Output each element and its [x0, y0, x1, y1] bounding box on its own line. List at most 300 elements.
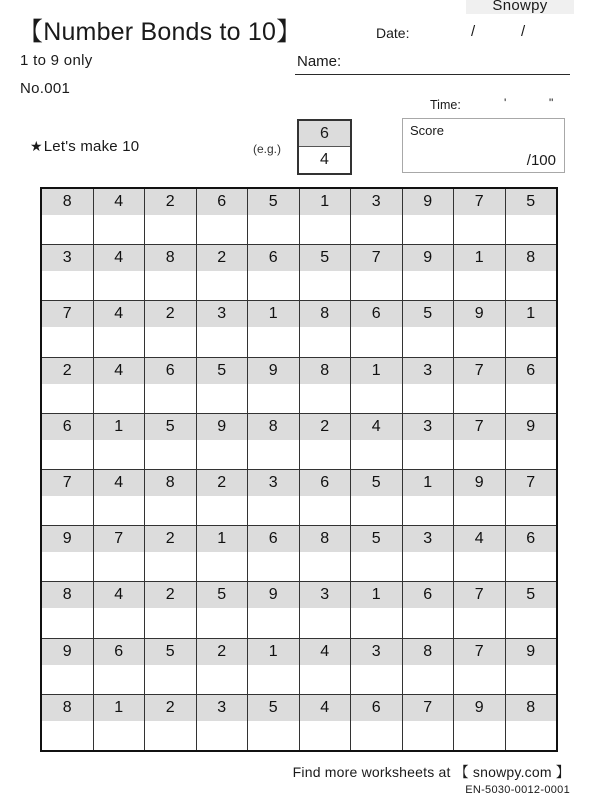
subtitle-range: 1 to 9 only — [20, 52, 93, 69]
answer-blank[interactable] — [300, 496, 351, 525]
grid-cell — [403, 582, 455, 637]
answer-blank[interactable] — [94, 608, 145, 637]
answer-blank[interactable] — [351, 496, 402, 525]
given-number: 6 — [94, 639, 145, 665]
answer-blank[interactable] — [145, 215, 196, 244]
grid-cell — [351, 414, 403, 469]
given-number: 8 — [506, 245, 557, 271]
grid-row — [42, 414, 556, 470]
grid-cell — [351, 245, 403, 300]
answer-blank[interactable] — [506, 384, 557, 413]
grid-cell — [351, 526, 403, 581]
grid-cell — [403, 695, 455, 750]
answer-blank[interactable] — [300, 665, 351, 694]
given-number: 7 — [454, 358, 505, 384]
given-number: 9 — [403, 189, 454, 215]
example-label: (e.g.) — [253, 142, 282, 156]
answer-blank[interactable] — [351, 327, 402, 356]
given-number: 2 — [300, 414, 351, 440]
given-number: 7 — [403, 695, 454, 721]
grid-row — [42, 582, 556, 638]
grid-cell — [454, 582, 506, 637]
given-number: 9 — [506, 414, 557, 440]
given-number: 8 — [42, 582, 93, 608]
answer-blank[interactable] — [42, 440, 93, 469]
answer-blank[interactable] — [506, 440, 557, 469]
grid-cell — [197, 414, 249, 469]
answer-blank[interactable] — [197, 552, 248, 581]
grid-cell — [197, 358, 249, 413]
given-number: 5 — [506, 189, 557, 215]
given-number: 1 — [506, 301, 557, 327]
grid-cell — [351, 358, 403, 413]
given-number: 1 — [351, 582, 402, 608]
grid-cell — [300, 189, 352, 244]
score-label: Score — [410, 123, 444, 138]
given-number: 3 — [403, 358, 454, 384]
grid-cell — [42, 695, 94, 750]
grid-row — [42, 358, 556, 414]
answer-blank[interactable] — [248, 384, 299, 413]
grid-cell — [42, 470, 94, 525]
time-seconds-mark: " — [549, 96, 554, 110]
given-number: 2 — [145, 301, 196, 327]
grid-cell — [145, 414, 197, 469]
given-number: 6 — [248, 526, 299, 552]
given-number: 4 — [94, 358, 145, 384]
given-number: 8 — [42, 189, 93, 215]
given-number: 7 — [351, 245, 402, 271]
answer-blank[interactable] — [300, 440, 351, 469]
grid-cell — [506, 245, 557, 300]
given-number: 5 — [248, 189, 299, 215]
answer-blank[interactable] — [351, 384, 402, 413]
given-number: 4 — [94, 470, 145, 496]
name-write-line[interactable] — [295, 74, 570, 75]
grid-cell — [94, 526, 146, 581]
given-number: 7 — [42, 470, 93, 496]
given-number: 1 — [248, 301, 299, 327]
number-bonds-grid — [40, 187, 558, 752]
grid-cell — [197, 695, 249, 750]
grid-cell — [351, 470, 403, 525]
given-number: 6 — [300, 470, 351, 496]
answer-blank[interactable] — [506, 552, 557, 581]
answer-blank[interactable] — [403, 215, 454, 244]
answer-blank[interactable] — [403, 384, 454, 413]
given-number: 3 — [403, 414, 454, 440]
answer-blank[interactable] — [42, 552, 93, 581]
grid-cell — [197, 582, 249, 637]
answer-blank[interactable] — [42, 271, 93, 300]
answer-blank[interactable] — [145, 327, 196, 356]
answer-blank[interactable] — [403, 665, 454, 694]
answer-blank[interactable] — [454, 327, 505, 356]
grid-cell — [351, 639, 403, 694]
answer-blank[interactable] — [42, 665, 93, 694]
given-number: 6 — [248, 245, 299, 271]
grid-cell — [403, 639, 455, 694]
grid-cell — [145, 245, 197, 300]
given-number: 1 — [248, 639, 299, 665]
grid-cell — [42, 414, 94, 469]
brand-tab — [466, 0, 574, 14]
answer-blank[interactable] — [42, 721, 93, 750]
answer-blank[interactable] — [351, 721, 402, 750]
grid-cell — [454, 245, 506, 300]
answer-blank[interactable] — [454, 440, 505, 469]
given-number: 9 — [248, 582, 299, 608]
answer-blank[interactable] — [197, 721, 248, 750]
answer-blank[interactable] — [94, 721, 145, 750]
answer-blank[interactable] — [300, 721, 351, 750]
grid-cell — [300, 470, 352, 525]
grid-cell — [248, 695, 300, 750]
grid-cell — [248, 526, 300, 581]
given-number: 8 — [300, 358, 351, 384]
given-number: 1 — [454, 245, 505, 271]
page-title: 【Number Bonds to 10】 — [18, 18, 302, 46]
given-number: 5 — [145, 414, 196, 440]
time-minutes-mark: ' — [504, 96, 507, 110]
grid-cell — [300, 526, 352, 581]
given-number: 3 — [42, 245, 93, 271]
given-number: 9 — [42, 639, 93, 665]
grid-cell — [454, 301, 506, 356]
given-number: 2 — [145, 582, 196, 608]
answer-blank[interactable] — [506, 608, 557, 637]
answer-blank[interactable] — [351, 271, 402, 300]
given-number: 5 — [351, 526, 402, 552]
answer-blank[interactable] — [403, 327, 454, 356]
answer-blank[interactable] — [454, 496, 505, 525]
time-label: Time: — [430, 98, 461, 112]
answer-blank[interactable] — [145, 608, 196, 637]
given-number: 1 — [351, 358, 402, 384]
answer-blank[interactable] — [506, 215, 557, 244]
answer-blank[interactable] — [248, 665, 299, 694]
answer-blank[interactable] — [197, 327, 248, 356]
given-number: 1 — [197, 526, 248, 552]
answer-blank[interactable] — [94, 384, 145, 413]
grid-cell — [145, 189, 197, 244]
example-bond-box — [297, 119, 352, 175]
answer-blank[interactable] — [197, 496, 248, 525]
answer-blank[interactable] — [197, 440, 248, 469]
grid-cell — [94, 470, 146, 525]
example-answer-number: 4 — [299, 147, 350, 173]
answer-blank[interactable] — [454, 215, 505, 244]
answer-blank[interactable] — [248, 496, 299, 525]
given-number: 7 — [42, 301, 93, 327]
answer-blank[interactable] — [506, 665, 557, 694]
grid-cell — [94, 301, 146, 356]
grid-cell — [42, 358, 94, 413]
answer-blank[interactable] — [94, 440, 145, 469]
answer-blank[interactable] — [403, 271, 454, 300]
given-number: 4 — [94, 245, 145, 271]
answer-blank[interactable] — [42, 215, 93, 244]
grid-cell — [94, 189, 146, 244]
given-number: 2 — [197, 470, 248, 496]
grid-cell — [300, 695, 352, 750]
star-icon: ★ — [30, 138, 43, 154]
grid-cell — [145, 526, 197, 581]
given-number: 9 — [197, 414, 248, 440]
answer-blank[interactable] — [454, 665, 505, 694]
answer-blank[interactable] — [42, 496, 93, 525]
given-number: 6 — [351, 695, 402, 721]
grid-cell — [94, 414, 146, 469]
grid-cell — [351, 695, 403, 750]
grid-cell — [454, 639, 506, 694]
grid-cell — [145, 639, 197, 694]
given-number: 2 — [145, 526, 196, 552]
brand-name: Snowpy — [492, 0, 548, 14]
answer-blank[interactable] — [94, 215, 145, 244]
grid-cell — [506, 358, 557, 413]
answer-blank[interactable] — [248, 327, 299, 356]
grid-cell — [454, 695, 506, 750]
given-number: 7 — [94, 526, 145, 552]
answer-blank[interactable] — [300, 271, 351, 300]
score-box[interactable] — [402, 118, 565, 173]
given-number: 1 — [94, 695, 145, 721]
grid-cell — [403, 358, 455, 413]
given-number: 9 — [454, 301, 505, 327]
answer-blank[interactable] — [403, 440, 454, 469]
grid-row — [42, 695, 556, 750]
answer-blank[interactable] — [403, 608, 454, 637]
answer-blank[interactable] — [145, 665, 196, 694]
answer-blank[interactable] — [454, 384, 505, 413]
answer-blank[interactable] — [351, 215, 402, 244]
given-number: 9 — [454, 470, 505, 496]
given-number: 6 — [506, 526, 557, 552]
footer-code: EN-5030-0012-0001 — [465, 784, 570, 796]
grid-cell — [42, 245, 94, 300]
subtitle-sheet-number: No.001 — [20, 80, 71, 97]
given-number: 1 — [94, 414, 145, 440]
answer-blank[interactable] — [42, 327, 93, 356]
grid-cell — [145, 301, 197, 356]
grid-cell — [506, 526, 557, 581]
given-number: 6 — [351, 301, 402, 327]
grid-cell — [248, 414, 300, 469]
answer-blank[interactable] — [300, 215, 351, 244]
answer-blank[interactable] — [145, 440, 196, 469]
grid-cell — [506, 582, 557, 637]
given-number: 6 — [145, 358, 196, 384]
example-given-number: 6 — [299, 121, 350, 147]
answer-blank[interactable] — [145, 552, 196, 581]
answer-blank[interactable] — [94, 552, 145, 581]
answer-blank[interactable] — [94, 496, 145, 525]
answer-blank[interactable] — [506, 327, 557, 356]
given-number: 2 — [145, 189, 196, 215]
grid-cell — [197, 526, 249, 581]
answer-blank[interactable] — [403, 496, 454, 525]
given-number: 3 — [351, 189, 402, 215]
grid-cell — [454, 526, 506, 581]
grid-cell — [248, 358, 300, 413]
grid-row — [42, 526, 556, 582]
answer-blank[interactable] — [454, 721, 505, 750]
given-number: 4 — [94, 189, 145, 215]
grid-cell — [248, 582, 300, 637]
given-number: 3 — [403, 526, 454, 552]
date-separator-1: / — [471, 23, 476, 40]
given-number: 5 — [145, 639, 196, 665]
given-number: 9 — [42, 526, 93, 552]
answer-blank[interactable] — [248, 721, 299, 750]
grid-cell — [403, 470, 455, 525]
answer-blank[interactable] — [351, 665, 402, 694]
grid-cell — [197, 245, 249, 300]
answer-blank[interactable] — [454, 552, 505, 581]
given-number: 5 — [300, 245, 351, 271]
answer-blank[interactable] — [197, 384, 248, 413]
grid-cell — [403, 414, 455, 469]
grid-cell — [506, 470, 557, 525]
given-number: 2 — [197, 245, 248, 271]
given-number: 9 — [248, 358, 299, 384]
given-number: 5 — [197, 358, 248, 384]
given-number: 5 — [197, 582, 248, 608]
answer-blank[interactable] — [351, 552, 402, 581]
answer-blank[interactable] — [506, 496, 557, 525]
grid-cell — [248, 639, 300, 694]
given-number: 7 — [454, 582, 505, 608]
given-number: 7 — [454, 414, 505, 440]
given-number: 5 — [403, 301, 454, 327]
given-number: 2 — [197, 639, 248, 665]
answer-blank[interactable] — [248, 608, 299, 637]
given-number: 2 — [145, 695, 196, 721]
grid-cell — [454, 414, 506, 469]
date-separator-2: / — [521, 23, 526, 40]
grid-cell — [42, 639, 94, 694]
grid-cell — [145, 695, 197, 750]
answer-blank[interactable] — [454, 271, 505, 300]
answer-blank[interactable] — [248, 552, 299, 581]
answer-blank[interactable] — [248, 440, 299, 469]
grid-cell — [248, 470, 300, 525]
answer-blank[interactable] — [145, 496, 196, 525]
given-number: 5 — [506, 582, 557, 608]
answer-blank[interactable] — [351, 608, 402, 637]
grid-row — [42, 470, 556, 526]
grid-cell — [403, 245, 455, 300]
grid-cell — [403, 189, 455, 244]
answer-blank[interactable] — [42, 608, 93, 637]
grid-cell — [454, 358, 506, 413]
answer-blank[interactable] — [300, 327, 351, 356]
answer-blank[interactable] — [300, 608, 351, 637]
given-number: 1 — [403, 470, 454, 496]
answer-blank[interactable] — [506, 721, 557, 750]
score-total: /100 — [526, 152, 556, 169]
name-label: Name: — [297, 53, 342, 70]
grid-cell — [300, 582, 352, 637]
grid-cell — [300, 639, 352, 694]
answer-blank[interactable] — [248, 271, 299, 300]
answer-blank[interactable] — [197, 215, 248, 244]
given-number: 8 — [145, 245, 196, 271]
answer-blank[interactable] — [94, 327, 145, 356]
answer-blank[interactable] — [94, 271, 145, 300]
given-number: 4 — [94, 301, 145, 327]
grid-cell — [197, 470, 249, 525]
answer-blank[interactable] — [145, 384, 196, 413]
given-number: 9 — [403, 245, 454, 271]
grid-cell — [300, 358, 352, 413]
grid-cell — [300, 245, 352, 300]
grid-cell — [351, 301, 403, 356]
answer-blank[interactable] — [506, 271, 557, 300]
answer-blank[interactable] — [42, 384, 93, 413]
given-number: 3 — [248, 470, 299, 496]
given-number: 4 — [300, 639, 351, 665]
grid-cell — [248, 245, 300, 300]
grid-cell — [94, 695, 146, 750]
answer-blank[interactable] — [351, 440, 402, 469]
given-number: 3 — [197, 301, 248, 327]
given-number: 4 — [300, 695, 351, 721]
answer-blank[interactable] — [300, 384, 351, 413]
grid-cell — [94, 582, 146, 637]
given-number: 9 — [454, 695, 505, 721]
given-number: 6 — [506, 358, 557, 384]
answer-blank[interactable] — [145, 271, 196, 300]
answer-blank[interactable] — [300, 552, 351, 581]
grid-cell — [248, 301, 300, 356]
grid-row — [42, 245, 556, 301]
given-number: 6 — [197, 189, 248, 215]
given-number: 2 — [42, 358, 93, 384]
grid-cell — [197, 301, 249, 356]
instruction-text: Let's make 10 — [43, 138, 140, 155]
answer-blank[interactable] — [197, 271, 248, 300]
answer-blank[interactable] — [197, 608, 248, 637]
grid-cell — [94, 639, 146, 694]
given-number: 3 — [300, 582, 351, 608]
answer-blank[interactable] — [94, 665, 145, 694]
grid-cell — [506, 695, 557, 750]
given-number: 3 — [351, 639, 402, 665]
grid-cell — [145, 358, 197, 413]
grid-cell — [248, 189, 300, 244]
given-number: 6 — [403, 582, 454, 608]
answer-blank[interactable] — [454, 608, 505, 637]
grid-cell — [42, 582, 94, 637]
given-number: 9 — [506, 639, 557, 665]
footer-promo: Find more worksheets at 【 snowpy.com 】 — [292, 764, 570, 780]
grid-cell — [506, 189, 557, 244]
answer-blank[interactable] — [197, 665, 248, 694]
given-number: 8 — [300, 301, 351, 327]
answer-blank[interactable] — [403, 552, 454, 581]
grid-cell — [403, 526, 455, 581]
grid-cell — [94, 358, 146, 413]
answer-blank[interactable] — [145, 721, 196, 750]
grid-row — [42, 189, 556, 245]
answer-blank[interactable] — [403, 721, 454, 750]
grid-cell — [454, 189, 506, 244]
grid-cell — [42, 526, 94, 581]
grid-cell — [506, 639, 557, 694]
answer-blank[interactable] — [248, 215, 299, 244]
